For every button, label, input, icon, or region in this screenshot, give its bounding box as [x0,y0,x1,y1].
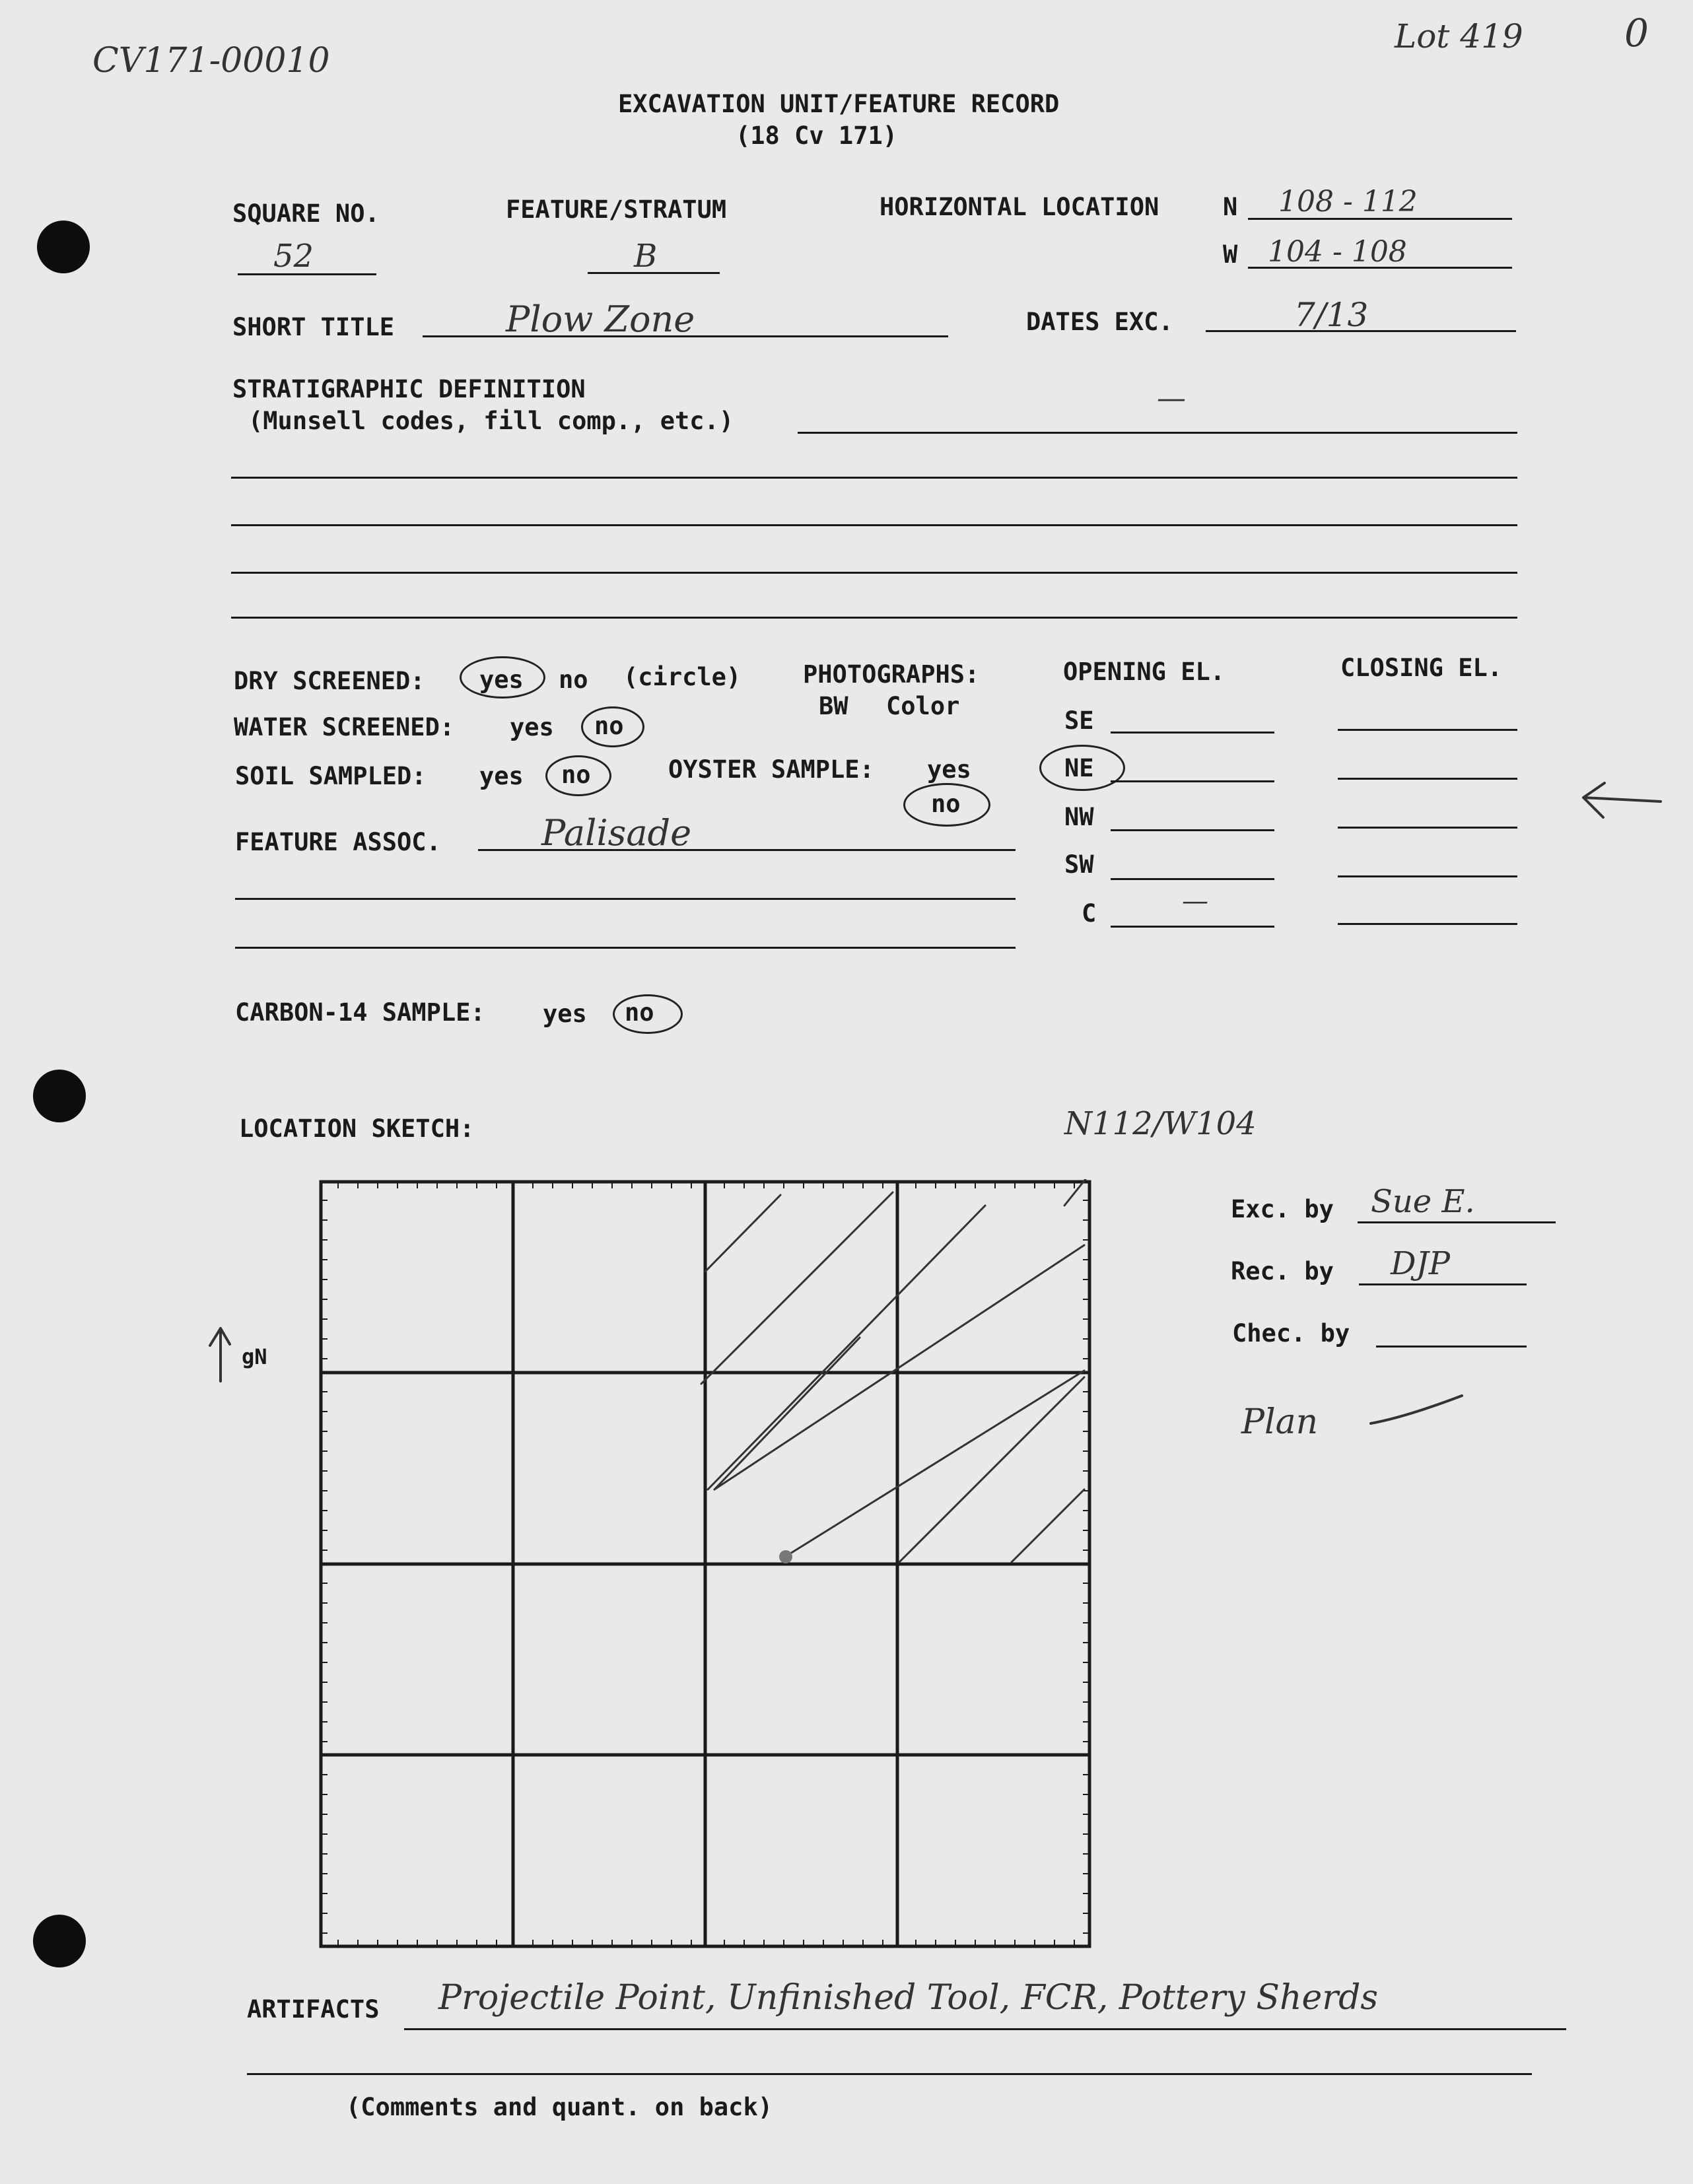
lot-number: Lot 419 [1395,17,1523,55]
plan-check-mark [1367,1390,1466,1430]
strat-def-line-4 [231,572,1517,574]
form-title: EXCAVATION UNIT/FEATURE RECORD [618,90,1060,118]
dry-no: no [559,665,588,694]
feature-assoc-line-2 [235,898,1016,900]
elevation-se-closing-line [1338,729,1517,731]
sketch-corner-label: N112/W104 [1064,1105,1257,1142]
n-range: 108 - 112 [1278,185,1418,219]
north-label: gN [242,1344,267,1369]
sketch-point [779,1550,792,1563]
strat-def-line-5 [231,617,1517,619]
elevation-ne-opening-line [1111,780,1274,782]
photographs-bw: BW [819,692,848,720]
site-number: (18 Cv 171) [736,121,898,150]
feature-assoc-line-3 [235,947,1016,949]
short-title-value: Plow Zone [506,298,695,340]
carbon14-no: no [625,998,654,1027]
feature-assoc-value: Palisade [541,812,692,854]
n-line [1248,218,1512,220]
dry-yes-circle [460,656,545,699]
elevation-nw-label: NW [1064,803,1094,831]
artifacts-value: Projectile Point, Unfinished Tool, FCR, Pottery Sherds [438,1978,1379,2018]
feature-stratum-line [588,272,720,274]
feature-stratum-value: B [634,238,658,275]
chec-by-label: Chec. by [1232,1319,1350,1348]
location-sketch-grid [318,1179,1097,1952]
strat-def-line-1 [798,432,1517,434]
feature-stratum-label: FEATURE/STRATUM [506,195,727,224]
dates-exc-line [1206,330,1516,332]
margin-arrow-icon [1578,778,1664,824]
circle-note: (circle) [623,663,742,691]
w-line [1248,267,1512,269]
binder-hole-middle [33,1070,86,1122]
carbon14-yes: yes [543,1000,587,1028]
opening-el-label: OPENING EL. [1063,658,1226,686]
elevation-sw-label: SW [1064,850,1094,879]
dates-exc-label: DATES EXC. [1026,308,1173,336]
artifacts-label: ARTIFACTS [247,1995,380,2024]
elevation-se-label: SE [1064,706,1094,735]
square-label: SQUARE NO. [232,199,380,228]
north-arrow-icon [205,1324,238,1384]
chec-by-line [1376,1346,1527,1348]
strat-def-sublabel: (Munsell codes, fill comp., etc.) [248,407,734,435]
soil-no: no [561,761,591,789]
binder-hole-bottom [33,1915,86,1967]
photographs-label: PHOTOGRAPHS: [803,660,980,689]
soil-yes: yes [479,762,524,790]
elevation-nw-opening-line [1111,829,1274,831]
closing-el-label: CLOSING EL. [1340,654,1503,682]
rec-by-value: DJP [1391,1245,1451,1282]
exc-by-label: Exc. by [1231,1195,1334,1223]
water-yes: yes [510,713,554,741]
soil-sampled-label: SOIL SAMPLED: [235,762,427,790]
soil-no-circle [545,755,611,796]
oyster-no-circle [903,783,990,827]
artifacts-line-1 [404,2028,1566,2030]
elevation-ne-circle [1039,745,1125,791]
exc-by-line [1358,1221,1556,1223]
water-screened-label: WATER SCREENED: [234,713,455,741]
location-sketch-label: LOCATION SKETCH: [239,1114,475,1143]
oyster-no: no [931,790,961,818]
water-no-circle [581,706,644,747]
elevation-se-opening-line [1111,732,1274,734]
rec-by-label: Rec. by [1231,1257,1334,1285]
artifacts-footer: (Comments and quant. on back) [346,2093,773,2121]
feature-assoc-line-1 [478,849,1016,851]
square-line [238,273,376,275]
strat-def-label: STRATIGRAPHIC DEFINITION [232,375,586,403]
elevation-sw-opening-line [1111,878,1274,880]
w-range: 104 - 108 [1268,235,1407,269]
strat-def-line-3 [231,524,1517,526]
carbon14-label: CARBON-14 SAMPLE: [235,998,485,1027]
short-title-line [423,335,948,337]
photographs-color: Color [886,692,960,720]
record-id: CV171-00010 [92,41,330,81]
elevation-nw-closing-line [1338,827,1517,829]
oyster-sample-label: OYSTER SAMPLE: [668,755,874,784]
plan-note: Plan [1241,1402,1319,1442]
feature-assoc-label: FEATURE ASSOC. [235,828,441,856]
elevation-c-closing-line [1338,923,1517,925]
corner-mark: 0 [1624,11,1649,55]
rec-by-line [1359,1283,1527,1285]
binder-hole-top [37,221,90,273]
strat-def-line-2 [231,477,1517,479]
dry-screened-label: DRY SCREENED: [234,667,425,695]
artifacts-line-2 [247,2073,1532,2075]
elevation-c-opening-value: — [1182,886,1208,916]
elevation-ne-label: NE [1064,754,1094,782]
w-label: W [1223,240,1238,269]
elevation-sw-closing-line [1338,875,1517,877]
exc-by-value: Sue E. [1371,1183,1475,1220]
water-no: no [594,712,624,740]
carbon14-no-circle [613,994,683,1034]
short-title-label: SHORT TITLE [232,313,395,341]
strat-def-value: — [1157,382,1186,415]
n-label: N [1223,193,1238,221]
oyster-yes: yes [927,755,971,784]
dry-yes: yes [479,665,524,694]
horizontal-location-label: HORIZONTAL LOCATION [880,193,1159,221]
elevation-c-opening-line [1111,926,1274,928]
dates-exc-value: 7/13 [1294,296,1369,334]
elevation-ne-closing-line [1338,778,1517,780]
elevation-c-label: C [1082,899,1097,928]
square-value: 52 [273,238,314,275]
